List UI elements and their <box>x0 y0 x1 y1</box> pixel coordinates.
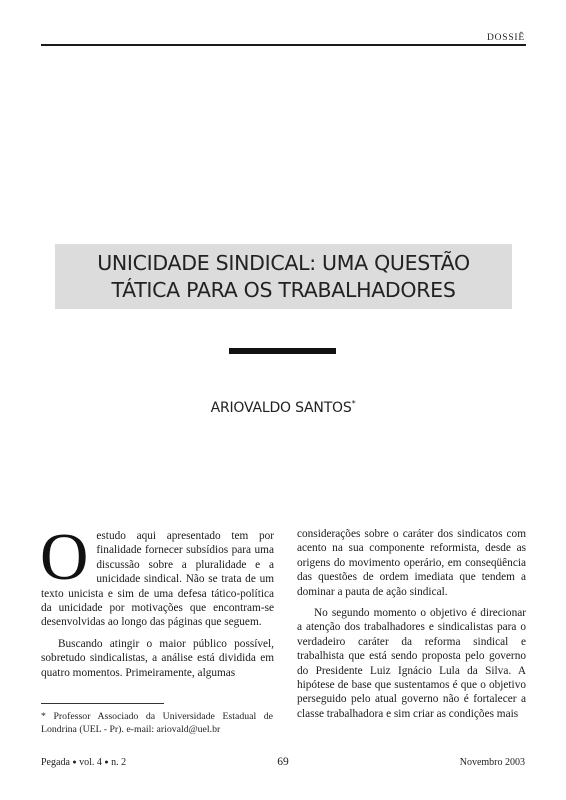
title-line-1: UNICIDADE SINDICAL: UMA QUESTÃO <box>97 250 470 275</box>
header-rule <box>41 44 526 46</box>
author-name <box>0 399 566 416</box>
section-label: DOSSIÊ <box>486 33 525 43</box>
paragraph: Buscando atingir o maior público possível, sobretudo sindicalistas, a análise está dividida em quatro momentos. Primeiramente, algumas <box>41 637 274 679</box>
footnote: * Professor Associado da Universidade Estadual de Londrina (UEL - Pr). e-mail: ariovald@uel.br <box>41 711 273 735</box>
volume: vol. 4 <box>79 757 102 768</box>
footnote-rule <box>41 703 164 704</box>
bullet-icon: ● <box>104 758 109 766</box>
author-footnote-mark: * <box>351 399 356 408</box>
bullet-icon: ● <box>72 758 77 766</box>
author-text: ARIOVALDO SANTOS <box>210 400 352 416</box>
paragraph-text: estudo aqui apresentado tem por finalidade fornecer subsídios para uma discussão sobre a pluralidade e a unicidade sindical. Não se trata de um texto unicista e sim de uma defesa tático-política da unicidade por motivações que encontram-se desenvolvidas ao longo das páginas que seguem. <box>41 530 274 629</box>
article-title <box>55 244 512 309</box>
right-column <box>297 527 526 721</box>
left-column <box>40 520 274 680</box>
paragraph: No segundo momento o objetivo é direcionar a atenção dos trabalhadores e sindicalistas para o verdadeiro caráter da reforma sindical e trabalhista que está sendo proposta pelo governo do Presidente Luiz Ignácio Lula da Silva. A hipótese de base que sustentamos é que o objetivo perseguido pelo atual governo não é fortalecer a classe trabalhadora e sim criar as condições mais <box>297 607 526 720</box>
paragraph <box>40 520 274 630</box>
issue-number: n. 2 <box>111 757 127 768</box>
title-divider <box>229 348 336 354</box>
title-line-2: TÁTICA PARA OS TRABALHADORES <box>111 277 456 302</box>
drop-cap: O <box>40 520 89 594</box>
paragraph: considerações sobre o caráter dos sindicatos com acento na sua componente reformista, desde as origens do movimento operário, em conseqüência das questões de ordem imediata que tendem a dominar a pauta de ação sindical. <box>297 528 526 598</box>
footer-date: Novembro 2003 <box>459 757 525 768</box>
page-number: 69 <box>277 756 289 768</box>
journal-name: Pegada <box>41 757 70 768</box>
